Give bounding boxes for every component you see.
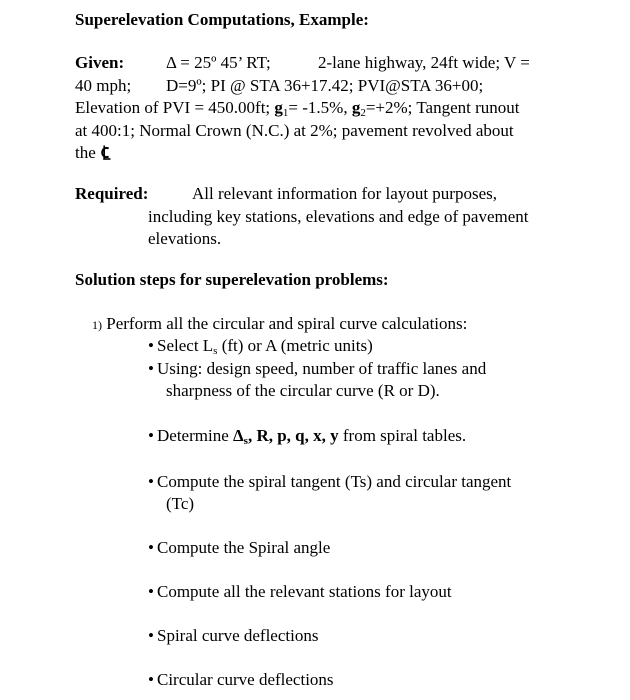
bullet-icon: • bbox=[148, 359, 154, 378]
required-label: Required: bbox=[75, 184, 149, 203]
grade-2-subscript: 2 bbox=[360, 107, 366, 119]
page-title: Superelevation Computations, Example: bbox=[75, 10, 369, 29]
given-elevation-grades bbox=[75, 96, 519, 119]
bullet-icon: • bbox=[148, 472, 154, 491]
grade-1-value: = -1.5%, bbox=[288, 98, 352, 117]
bullet-using-line-1: Using: design speed, number of traffic lanes and bbox=[157, 359, 487, 378]
bullet-determine-text: Determine bbox=[157, 426, 233, 445]
bullet-tangents bbox=[148, 470, 511, 493]
bullet-icon: • bbox=[148, 626, 154, 645]
grade-2-symbol: g bbox=[351, 98, 361, 117]
given-centerline-line bbox=[75, 141, 110, 164]
given-runout: at 400:1; Normal Crown (N.C.) at 2%; pavement revolved about bbox=[75, 121, 514, 140]
bullet-spiral-angle bbox=[148, 536, 330, 559]
bullet-icon: • bbox=[148, 538, 154, 557]
grade-1-symbol: g bbox=[274, 98, 283, 117]
bullet-using bbox=[148, 357, 486, 380]
given-degree-stations: D=9º; PI @ STA 36+17.42; PVI@STA 36+00; bbox=[166, 76, 484, 95]
required-line-2: including key stations, elevations and edge of pavement bbox=[148, 207, 529, 226]
delta-symbol: Δ bbox=[233, 426, 244, 445]
bullet-determine bbox=[148, 424, 466, 447]
bullet-tangents-line-1: Compute the spiral tangent (Ts) and circular tangent bbox=[157, 472, 512, 491]
bullet-select-length bbox=[148, 334, 373, 357]
delta-subscript: s bbox=[243, 435, 248, 447]
bullet-icon: • bbox=[148, 582, 154, 601]
given-highway: 2-lane highway, 24ft wide; V = bbox=[318, 53, 530, 72]
bullet-spiral-deflections bbox=[148, 624, 318, 647]
bullet-icon: • bbox=[148, 670, 154, 689]
given-speed: 40 mph; bbox=[75, 76, 132, 95]
bullet-using-line-2: sharpness of the circular curve (R or D). bbox=[166, 381, 440, 400]
bullet-circular-deflections bbox=[148, 668, 334, 691]
bullet-stations bbox=[148, 580, 452, 603]
bullet-circular-deflections-text: Circular curve deflections bbox=[157, 670, 334, 689]
step-1-text: Perform all the circular and spiral curve calculations: bbox=[106, 314, 468, 333]
bullet-select-text: Select L bbox=[157, 336, 214, 355]
centerline-icon bbox=[100, 145, 110, 159]
solution-heading: Solution steps for superelevation problems: bbox=[75, 270, 389, 289]
spiral-parameters: , R, p, q, x, y bbox=[247, 426, 339, 445]
required-line-3: elevations. bbox=[148, 229, 222, 248]
bullet-icon: • bbox=[148, 426, 154, 445]
given-elevation: Elevation of PVI = 450.00ft; bbox=[75, 98, 275, 117]
given-label: Given: bbox=[75, 53, 125, 72]
bullet-stations-text: Compute all the relevant stations for layout bbox=[157, 582, 452, 601]
bullet-spiral-deflections-text: Spiral curve deflections bbox=[157, 626, 319, 645]
given-delta: Δ = 25º 45’ RT; bbox=[166, 53, 271, 72]
step-1-number: 1) bbox=[92, 318, 102, 332]
required-line-1: All relevant information for layout purposes, bbox=[192, 184, 497, 203]
bullet-icon: • bbox=[148, 336, 154, 355]
bullet-select-units: (ft) or A (metric units) bbox=[217, 336, 373, 355]
bullet-spiral-angle-text: Compute the Spiral angle bbox=[157, 538, 331, 557]
grade-1-subscript: 1 bbox=[282, 107, 289, 119]
grade-2-value: =+2%; Tangent runout bbox=[365, 98, 520, 117]
given-the: the bbox=[75, 143, 96, 162]
bullet-determine-source: from spiral tables. bbox=[338, 426, 467, 445]
bullet-tangents-line-2: (Tc) bbox=[166, 494, 195, 513]
bullet-select-subscript: s bbox=[213, 345, 218, 357]
